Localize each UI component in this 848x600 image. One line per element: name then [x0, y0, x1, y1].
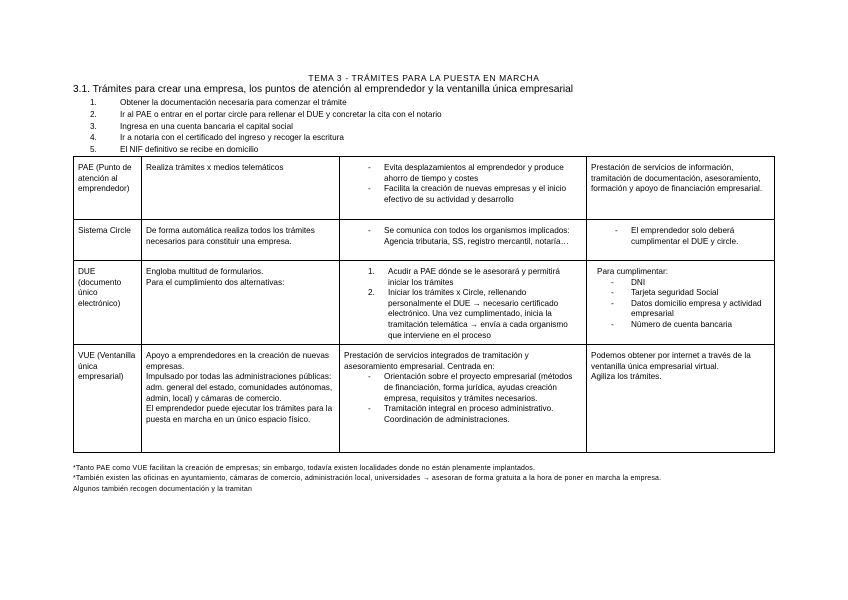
footnote: *Tanto PAE como VUE facilitan la creación de empresas; sin embargo, todavía existen localidades donde no están plenamente implantados. [73, 465, 536, 472]
list-item: - Orientación sobre el proyecto empresarial (métodos de financiación, forma jurídica, ayudas creación empresa, requisitos y trámites necesarios. [364, 372, 582, 404]
list-item: - Número de cuenta bancaria [591, 320, 770, 331]
list-item: 1. Acudir a PAE dónde se le asesorará y permitirá iniciar los trámites [368, 267, 560, 287]
list-item: - Datos domicilio empresa y actividad empresarial [591, 299, 770, 320]
step-item: 4. Ir a notaria con el certificado del ingreso y recoger la escritura [90, 133, 344, 143]
pae-services: Prestación de servicios de información, tramitación de documentación, asesoramiento, formación y apoyo de financiación empresarial. [587, 157, 775, 220]
circle-details [340, 220, 587, 261]
step-item: 3. Ingresa en una cuenta bancaria el capital social [90, 121, 293, 131]
circle-description: De forma automática realiza todos los trámites necesarios para constituir una empresa. [142, 220, 340, 261]
due-description: Engloba multitud de formularios. Para el cumplimiento dos alternativas: [142, 261, 340, 345]
list-item: - Facilita la creación de nuevas empresas y el inicio efectivo de su actividad y desarrollo [364, 184, 582, 205]
vue-services: Prestación de servicios integrados de tramitación y asesoramiento empresarial. Centrada en: - Orientación sobre el proyecto empresarial (métodos de financiación, forma jurídica, ayudas creación empresa, requisitos y trámites necesarios. - Tramitación integral en proceso administrativo. Coordinación de administraciones. [340, 345, 587, 453]
table-row-circle [74, 220, 775, 261]
circle-name: Sistema Circle [74, 220, 142, 261]
footnote: *También existen las oficinas en ayuntamiento, cámaras de comercio, administración local, universidades → asesoran de forma gratuita a la hora de poner en marcha la empresa. [73, 475, 662, 482]
list-item: - Se comunica con todos los organismos implicados: Agencia tributaria, SS, registro mercantil, notaría… [364, 226, 582, 247]
pae-description: Realiza trámites x medios telemáticos [142, 157, 340, 220]
list-item: 2. Iniciar los trámites x Circle, rellenando personalmente el DUE → necesario certificado electrónico. Una vez cumplimentado, inicia la tramitación telemática → envía a cada organismo que interviene en el proceso [368, 288, 568, 340]
circle-notes [587, 220, 775, 261]
due-alternatives [340, 261, 587, 345]
footnote: Algunos también recogen documentación y la tramitan [73, 486, 253, 493]
pae-advantages [340, 157, 587, 220]
table-row-pae [74, 157, 775, 220]
step-item: 5. El NIF definitivo se recibe en domicilio [90, 145, 259, 155]
step-item: 2. Ir al PAE o entrar en el portar circle para rellenar el DUE y concretar la cita con el notario [90, 109, 442, 119]
table-row-due [74, 261, 775, 345]
vue-online: Podemos obtener por internet a través de la ventanilla única empresarial virtual. Agiliza los trámites. [587, 345, 775, 453]
comparison-table [73, 156, 775, 453]
due-fill: Para cumplimentar: - DNI - Tarjeta seguridad Social - Datos domicilio empresa y actividad empresarial - Número de cuenta bancaria [587, 261, 775, 345]
list-item: - Tramitación integral en proceso administrativo. Coordinación de administraciones. [364, 404, 582, 425]
page-title: TEMA 3 - TRÁMITES PARA LA PUESTA EN MARCHA [308, 73, 540, 83]
vue-name: VUE (Ventanilla única empresarial) [74, 345, 142, 453]
list-item: - DNI [591, 278, 770, 289]
step-item: 1. Obtener la documentación necesaria para comenzar el trámite [90, 98, 347, 107]
due-name: DUE (documento único electrónico) [74, 261, 142, 345]
pae-name: PAE (Punto de atención al emprendedor) [74, 157, 142, 220]
table-row-vue [74, 345, 775, 453]
section-subtitle: 3.1. Trámites para crear una empresa, los puntos de atención al emprendedor y la ventanilla única empresarial [73, 84, 574, 95]
steps-list [90, 97, 442, 156]
list-item: - Tarjeta seguridad Social [591, 288, 770, 299]
vue-description: Apoyo a emprendedores en la creación de nuevas empresas. Impulsado por todas las administraciones públicas: adm. general del estado, comunidades autónomas, admin, local) y cámaras de comercio. El emprendedor puede ejecutar los trámites para la puesta en marcha en un único espacio físico. [142, 345, 340, 453]
list-item: - Evita desplazamientos al emprendedor y produce ahorro de tiempo y costes [364, 163, 582, 184]
list-item: - El emprendedor solo deberá cumplimentar el DUE y circle. [611, 226, 770, 247]
